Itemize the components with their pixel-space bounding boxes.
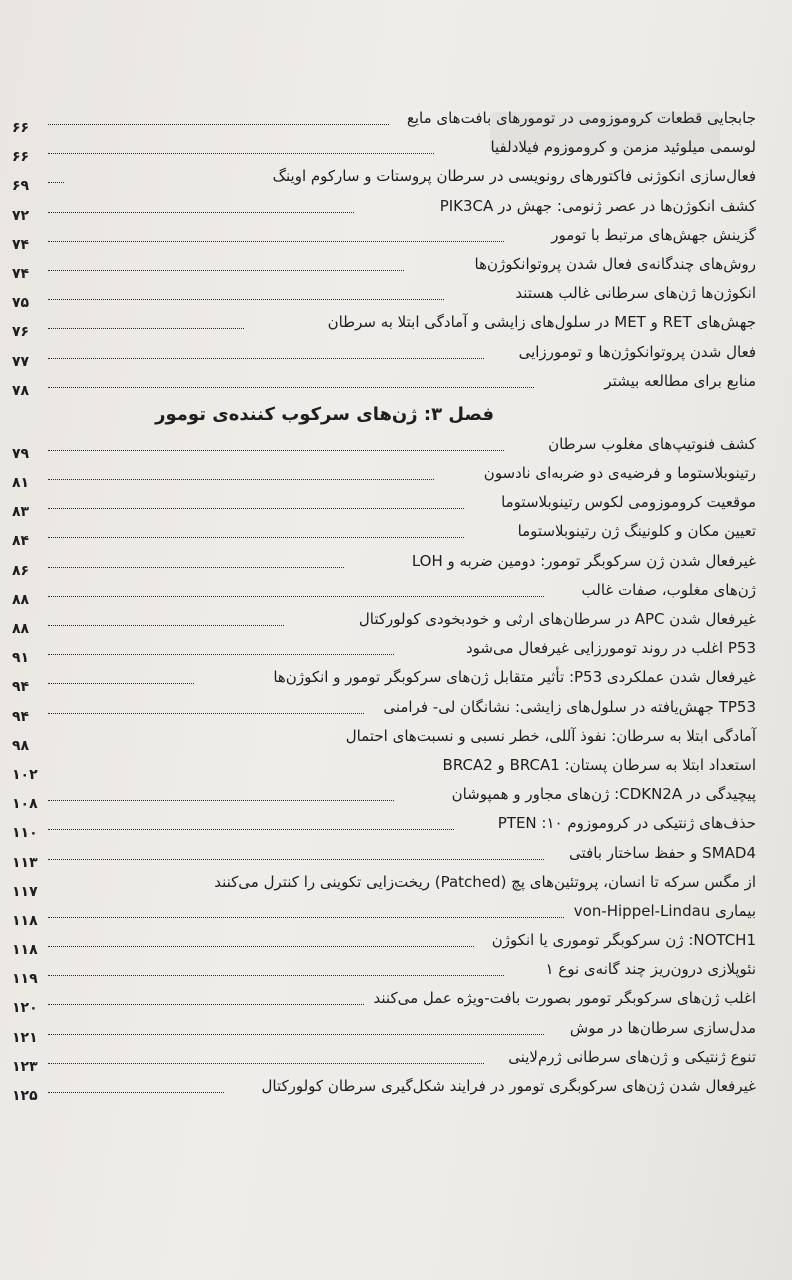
toc-entry[interactable] (12, 755, 764, 784)
toc-entry-title: بیماری von-Hippel-Lindau (573, 901, 756, 920)
toc-entry-title: مدل‌سازی سرطان‌ها در موش (569, 1018, 756, 1037)
dot-leader (48, 713, 364, 714)
toc-entry-title: جهش‌های RET و MET در سلول‌های زایشی و آمادگی ابتلا به سرطان (327, 313, 756, 332)
toc-entry-title: لوسمی میلوئید مزمن و کروموزوم فیلادلفیا (490, 138, 756, 157)
toc-entry-title: نئوپلازی درون‌ریز چند گانه‌ی نوع ۱ (545, 960, 756, 979)
toc-entry-page-number: ۷۴ (12, 236, 30, 253)
toc-entry[interactable] (12, 254, 764, 283)
toc-entry-title: فعال شدن پروتوانکوژن‌ها و تومورزایی (518, 342, 756, 361)
toc-entry-page-number: ۷۹ (12, 445, 30, 462)
dot-leader (48, 654, 394, 655)
toc-entry[interactable] (12, 463, 764, 492)
toc-entry-page-number: ۱۲۵ (12, 1088, 38, 1104)
toc-entry-title: NOTCH1: ژن سرکوبگر توموری یا انکوژن (491, 931, 756, 950)
toc-entry-page-number: ۱۱۹ (12, 971, 38, 988)
toc-entry-page-number: ۸۶ (12, 562, 30, 579)
toc-entry-title: تعیین مکان و کلونینگ ژن رتینوبلاستوما (517, 522, 756, 541)
toc-entry[interactable] (12, 225, 764, 254)
toc-entry-page-number: ۷۸ (12, 382, 30, 399)
dot-leader (48, 212, 354, 213)
dot-leader (48, 387, 534, 388)
toc-entry-page-number: ۸۸ (12, 591, 30, 608)
toc-entry[interactable] (12, 492, 764, 521)
toc-entry-title: اغلب ژن‌های سرکوبگر تومور بصورت بافت-ویژه عمل می‌کنند (373, 989, 756, 1008)
toc-entry[interactable] (12, 108, 764, 137)
toc-entry[interactable] (12, 1018, 764, 1047)
toc-entry[interactable] (12, 813, 764, 842)
toc-entry-title: حذف‌های ژنتیکی در کروموزوم ۱۰: PTEN (497, 814, 756, 833)
toc-entry[interactable] (12, 988, 764, 1017)
toc-entry-title: گزینش جهش‌های مرتبط با تومور (551, 225, 756, 244)
dot-leader (48, 1063, 484, 1064)
dot-leader (48, 859, 544, 860)
toc-entry-title: تنوع ژنتیکی و ژن‌های سرطانی ژرم‌لاینی (508, 1047, 756, 1066)
dot-leader (48, 241, 504, 242)
toc-entry[interactable] (12, 930, 764, 959)
toc-entry-title: استعداد ابتلا به سرطان پستان: BRCA1 و BRCA2 (442, 755, 756, 774)
toc-entry-title: منابع برای مطالعه بیشتر (604, 371, 756, 390)
toc-entry-page-number: ۶۶ (12, 120, 30, 136)
toc-entry-title: آمادگی ابتلا به سرطان: نفوذ آللی، خطر نسبی و نسبت‌های احتمال (345, 726, 756, 745)
toc-entry-title: فعال‌سازی انکوژنی فاکتورهای رونویسی در سرطان پروستات و سارکوم اوینگ (272, 167, 756, 186)
dot-leader (48, 829, 454, 830)
toc-entry-page-number: ۱۱۳ (12, 854, 38, 871)
dot-leader (48, 1092, 224, 1093)
toc-entry-title: غیرفعال شدن عملکردی P53: تأثیر متقابل ژن‌های سرکوبگر تومور و انکوژن‌ها (273, 668, 756, 687)
toc-entry[interactable] (12, 667, 764, 696)
dot-leader (48, 625, 284, 626)
toc-entry-page-number: ۱۱۸ (12, 942, 38, 959)
toc-entry-title: غیرفعال شدن ژن سرکوبگر تومور: دومین ضربه و LOH (411, 551, 756, 570)
toc-entry-page-number: ۷۶ (12, 324, 30, 341)
toc-entry[interactable] (12, 638, 764, 667)
toc-entry[interactable] (12, 312, 764, 341)
toc-entry-title: پیچیدگی در CDKN2A: ژن‌های مجاور و همپوشان (451, 785, 756, 804)
toc-entry[interactable] (12, 551, 764, 580)
toc-entry[interactable] (12, 196, 764, 225)
toc-entry-page-number: ۶۶ (12, 149, 30, 166)
toc-entry-page-number: ۱۲۳ (12, 1058, 38, 1075)
toc-entry-page-number: ۱۰۲ (12, 766, 38, 783)
toc-entry-page-number: ۸۸ (12, 621, 30, 637)
toc-entry[interactable] (12, 872, 764, 901)
dot-leader (48, 946, 474, 947)
dot-leader (48, 683, 194, 684)
toc-entry-page-number: ۷۲ (12, 207, 30, 224)
dot-leader (48, 596, 544, 597)
toc-entry-page-number: ۷۷ (12, 353, 30, 370)
toc-entry-title: TP53 جهش‌یافته در سلول‌های زایشی: نشانگان لی- فرامنی (383, 697, 756, 716)
dot-leader (48, 450, 504, 451)
toc-entry-page-number: ۸۱ (12, 475, 30, 492)
toc-entry-page-number: ۱۲۱ (12, 1029, 38, 1046)
toc-entry-title: غیرفعال شدن APC در سرطان‌های ارثی و خودبخودی کولورکتال (358, 610, 756, 628)
toc-entry-title: کشف انکوژن‌ها در عصر ژنومی: جهش در PIK3CA (439, 196, 756, 215)
dot-leader (48, 299, 444, 300)
toc-entry-title: غیرفعال شدن ژن‌های سرکوبگری تومور در فرایند شکل‌گیری سرطان کولورکتال (261, 1077, 756, 1095)
toc-entry[interactable] (12, 580, 764, 609)
toc-entry[interactable] (12, 283, 764, 312)
toc-entry-page-number: ۱۲۰ (12, 1000, 38, 1017)
toc-entry[interactable] (12, 784, 764, 813)
dot-leader (48, 270, 404, 271)
dot-leader (48, 328, 244, 329)
toc-entry[interactable] (12, 521, 764, 550)
toc-entry-page-number: ۱۱۸ (12, 912, 38, 929)
toc-entry[interactable] (12, 342, 764, 371)
toc-entry-title: ژن‌های مغلوب، صفات غالب (581, 580, 756, 599)
toc-entry-title: روش‌های چندگانه‌ی فعال شدن پروتوانکوژن‌ها (474, 254, 756, 273)
dot-leader (48, 975, 504, 976)
toc-entry[interactable] (12, 1076, 764, 1105)
dot-leader (48, 1004, 364, 1005)
toc-entry[interactable] (12, 697, 764, 726)
toc-entry[interactable] (12, 843, 764, 872)
toc-entry-page-number: ۹۴ (12, 679, 30, 696)
toc-entry-page-number: ۷۵ (12, 295, 30, 312)
toc-entry-page-number: ۸۴ (12, 533, 30, 550)
toc-entry-title: P53 اغلب در روند تومورزایی غیرفعال می‌شود (465, 639, 756, 658)
toc-entry-page-number: ۱۱۷ (12, 883, 38, 900)
toc-entry[interactable] (12, 1047, 764, 1076)
dot-leader (48, 800, 394, 801)
dot-leader (48, 567, 344, 568)
dot-leader (48, 124, 389, 125)
toc-entry-title: موقعیت کروموزومی لکوس رتینوبلاستوما (501, 493, 756, 512)
toc-entry-title: SMAD4 و حفظ ساختار بافتی (569, 843, 756, 862)
toc-entry-title: رتینوبلاستوما و فرضیه‌ی دو ضربه‌ای نادسون (483, 464, 756, 483)
dot-leader (48, 508, 464, 509)
toc-entry[interactable] (12, 609, 764, 638)
dot-leader (48, 182, 64, 183)
toc-entry[interactable] (12, 434, 764, 463)
toc-entry-page-number: ۹۴ (12, 708, 30, 725)
toc-entry-title: از مگس سرکه تا انسان، پروتئین‌های پچ (Patched) ریخت‌زایی تکوینی را کنترل می‌کنند (214, 872, 756, 891)
toc-entry[interactable] (12, 901, 764, 930)
dot-leader (48, 479, 434, 480)
toc-entry-title: کشف فنوتیپ‌های مغلوب سرطان (548, 434, 756, 453)
toc-entry-title: جابجایی قطعات کروموزومی در تومورهای بافت‌های مایع (406, 109, 756, 127)
dot-leader (48, 153, 434, 154)
toc-entry-page-number: ۱۰۸ (12, 796, 38, 813)
dot-leader (48, 917, 564, 918)
chapter-heading (12, 400, 764, 434)
toc-entry[interactable] (12, 959, 764, 988)
dot-leader (48, 537, 464, 538)
toc-entry-page-number: ۹۸ (12, 737, 30, 754)
toc-entry-page-number: ۶۹ (12, 178, 30, 195)
toc-entry[interactable] (12, 137, 764, 166)
chapter-title: فصل ۳: ژن‌های سرکوب کننده‌ی تومور (155, 403, 494, 425)
toc-entry-page-number: ۷۴ (12, 265, 30, 282)
dot-leader (48, 1034, 544, 1035)
toc-entry-page-number: ۱۱۰ (12, 825, 38, 842)
dot-leader (48, 358, 484, 359)
table-of-contents (12, 108, 764, 1105)
toc-entry-page-number: ۹۱ (12, 650, 30, 667)
toc-entry[interactable] (12, 166, 764, 195)
toc-entry[interactable] (12, 371, 764, 400)
toc-entry-title: انکوژن‌ها ژن‌های سرطانی غالب هستند (515, 284, 756, 303)
toc-entry[interactable] (12, 726, 764, 755)
toc-entry-page-number: ۸۳ (12, 504, 30, 521)
